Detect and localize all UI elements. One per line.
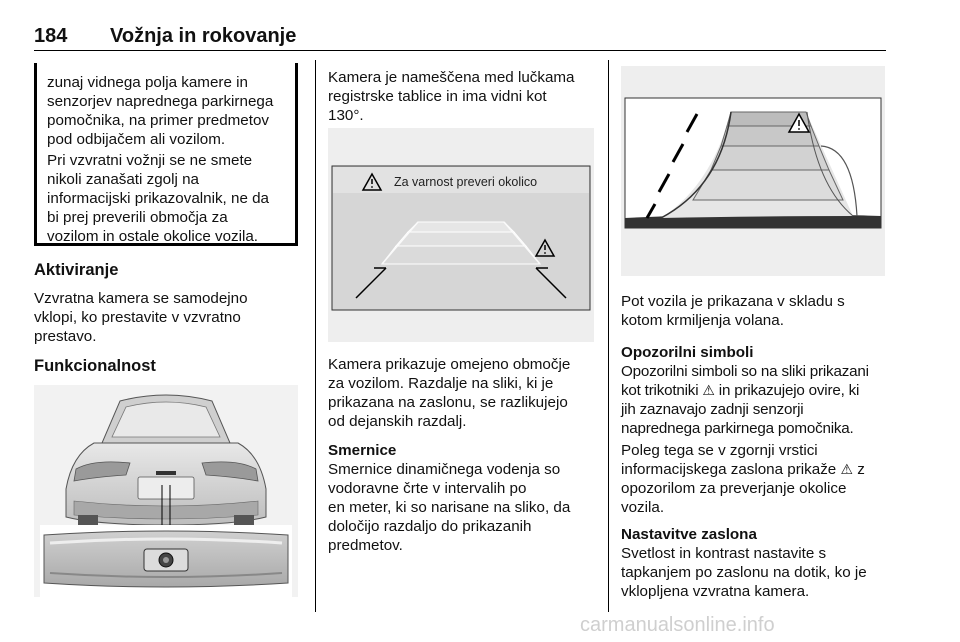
activation-text: Vzvratna kamera se samodejno vklopi, ko prestavite v vzvratno prestavo. [34, 290, 248, 345]
warning-para-2: Pri vzvratni vožnji se ne smete nikoli zanašati zgolj na informacijski prikazovalnik, ne da bi prej preverili območja za vozilom in ostale okolice vozila. [47, 152, 269, 245]
warning-triangle-icon: ⚠ [840, 461, 854, 477]
heading-display-settings: Nastavitve zaslona [621, 526, 757, 543]
column-divider-1 [315, 60, 316, 612]
display-settings-text: Svetlost in kontrast nastavite s tapkanjem po zaslonu na dotik, ko je vklopljena vzvratna kamera. [621, 545, 867, 600]
heading-activation: Aktiviranje [34, 261, 119, 279]
warning-symbols-text-2: Poleg tega se v zgornji vrstici informacijskega zaslona prikaže ⚠ z opozorilom za preverjanje okolice vozila. [621, 442, 865, 516]
warning-box [34, 63, 298, 246]
screen-warning-message: Za varnost preveri okolico [394, 175, 538, 189]
guides-text: Smernice dinamičnega vodenja so vodoravne črte v intervalih po en meter, ki so narisane na sliko, da določijo razdaljo do prikazanih predmetov. [328, 461, 571, 554]
warning-para-1: zunaj vidnega polja kamere in senzorjev naprednega parkirnega pomočnika, na primer predmetov pod odbijačem ali vozilom. [47, 74, 274, 148]
column-divider-2 [608, 60, 609, 612]
heading-warning-symbols: Opozorilni simboli [621, 344, 754, 361]
heading-guides: Smernice [328, 442, 397, 459]
page-number: 184 [34, 25, 68, 47]
camera-description-text: Kamera prikazuje omejeno območje za vozilom. Razdalje na sliki, ki je prikazana na zaslonu, se razlikujejo od dejanskih razdalj. [328, 356, 571, 430]
warning-triangle-icon: ⚠ [702, 382, 715, 398]
watermark: carmanualsonline.info [580, 614, 775, 636]
warning-symbols-text: Opozorilni simboli so na sliki prikazani kot trikotniki ⚠ in prikazujejo ovire, ki jih zaznavajo zadnji senzorji naprednega parkirnega pomočnika. [621, 363, 869, 437]
heading-function: Funkcionalnost [34, 357, 156, 375]
page-title: Vožnja in rokovanje [110, 25, 297, 47]
camera-display-illustration [328, 128, 594, 342]
car-rear-illustration [34, 385, 298, 597]
guideline-path-illustration [621, 66, 885, 276]
vehicle-path-text: Pot vozila je prikazana v skladu s kotom krmiljenja volana. [621, 293, 845, 329]
camera-intro-text: Kamera je nameščena med lučkama registrske tablice in ima vidni kot 130°. [328, 69, 575, 124]
header-rule [34, 50, 886, 51]
